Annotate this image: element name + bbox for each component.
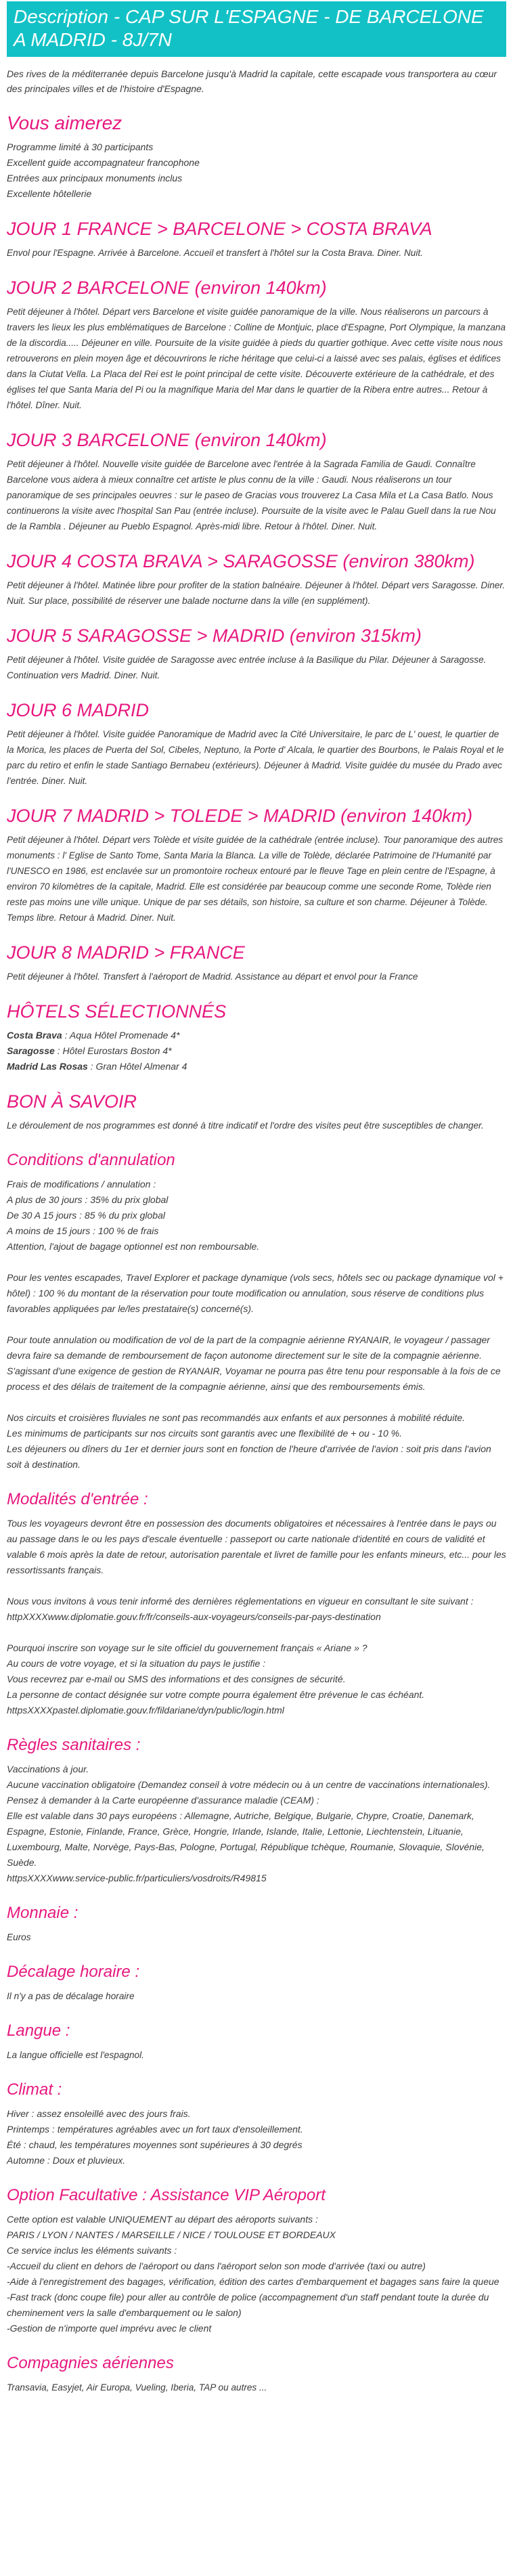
day-text: Petit déjeuner à l'hôtel. Départ vers Tolède et visite guidée de la cathédrale (entrée incluse). Tour panoramique des autres monuments : l' Eglise de Santo Tome, Santa Maria la Blanca. La ville de Tolède, déclarée Patrimoine de l'Humanité par l'UNESCO en 1986, est enclavée sur un promontoire rocheux entouré par le fleuve Tage en plein centre de l'Espagne, à environ 70 kilomètres de la capitale, Madrid. Elle est considérée par beaucoup comme une seconde Rome, Tolède rien reste pas moins une ville unique. Unique de par ses détails, son histoire, sa culture et son charme. Déjeuner à Tolède. Temps libre. Retour à Madrid. Diner. Nuit. [7, 835, 504, 923]
text-line: La personne de contact désignée sur votre compte pourra également être prévenue le cas échéant. [7, 1689, 425, 1700]
blank-line [7, 1317, 506, 1332]
text-line: Frais de modifications / annulation : [7, 1179, 156, 1189]
list-item: Excellent guide accompagnateur francophone [7, 157, 200, 168]
day-heading: JOUR 3 BARCELONE (environ 140km) [7, 430, 327, 450]
text-line: Pour toute annulation ou modification de vol de la part de la compagnie aérienne RYANAIR, le voyageur / passager devra faire sa demande de remboursement de façon autonome directement sur le site de la compagnie aérienne. S'agissant d'une exigence de gestion de RYANAIR, Voyamar ne pourra pas être tenu pour responsable à la fois de ce process et des délais de traitement de la compagnie aérienne, ainsi que des remboursements émis. [7, 1334, 501, 1392]
day-text: Petit déjeuner à l'hôtel. Transfert à l'aéroport de Madrid. Assistance au départ et envol pour la France [7, 972, 418, 982]
text-line: httpsXXXXpastel.diplomatie.gouv.fr/fildariane/dyn/public/login.html [7, 1705, 284, 1716]
monnaie-text: Euros [7, 1932, 31, 1942]
text-line: Les minimums de participants sur nos circuits sont garantis avec une flexibilité de + ou - 10 %. [7, 1428, 403, 1439]
bon-a-savoir-text: Le déroulement de nos programmes est donné à titre indicatif et l'ordre des visites peut être susceptibles de changer. [7, 1120, 484, 1131]
hotels-heading: HÔTELS SÉLECTIONNÉS [7, 1001, 227, 1022]
day-heading: JOUR 6 MADRID [7, 700, 150, 720]
monnaie-heading: Monnaie : [7, 1904, 79, 1922]
text-line: -Accueil du client en dehors de l'aéroport ou dans l'aéroport selon son mode d'arrivée (taxi ou autre) [7, 2261, 426, 2271]
text-line: Pensez à demander à la Carte européenne d'assurance maladie (CEAM) : [7, 1795, 319, 1806]
text-line: Les déjeuners ou dîners du 1er et dernier jours sont en fonction de l'heure d'arrivée de l'avion : soit pris dans l'avion soit à destination. [7, 1443, 491, 1470]
text-line: PARIS / LYON / NANTES / MARSEILLE / NICE / TOULOUSE ET BORDEAUX [7, 2229, 336, 2240]
annulation-text [7, 1177, 506, 1472]
text-line: Printemps : températures agréables avec un fort taux d'ensoleillement. [7, 2124, 303, 2135]
text-line: Vous recevrez par e-mail ou SMS des informations et des consignes de sécurité. [7, 1674, 346, 1684]
day-heading: JOUR 2 BARCELONE (environ 140km) [7, 278, 327, 298]
list-item: Programme limité à 30 participants [7, 141, 154, 152]
day-heading: JOUR 7 MADRID > TOLEDE > MADRID (environ 140km) [7, 806, 473, 826]
text-line: Hiver : assez ensoleillé avec des jours frais. [7, 2108, 191, 2119]
page-title: Description - CAP SUR L'ESPAGNE - DE BARCELONE A MADRID - 8J/7N [7, 1, 506, 57]
modalites-text [7, 1516, 506, 1718]
hotel-item [7, 1043, 506, 1059]
text-line: Nous vous invitons à vous tenir informé des dernières réglementations en vigueur en consultant le site suivant : httpXXXXwww.diplomatie.gouv.fr/fr/conseils-aux-voyageurs/conseils-par-pays-destination [7, 1596, 474, 1622]
sanitaires-text [7, 1762, 506, 1886]
climat-text [7, 2106, 506, 2168]
decalage-heading: Décalage horaire : [7, 1963, 140, 1981]
day-text: Petit déjeuner à l'hôtel. Visite guidée de Saragosse avec entrée incluse à la Basilique du Pilar. Déjeuner à Saragosse. Continuation vers Madrid. Diner. Nuit. [7, 655, 487, 680]
text-line: -Gestion de n'importe quel imprévu avec le client [7, 2323, 212, 2334]
text-line: Automne : Doux et pluvieux. [7, 2155, 126, 2166]
day-heading: JOUR 4 COSTA BRAVA > SARAGOSSE (environ 380km) [7, 551, 475, 571]
hotel-name: : Hôtel Eurostars Boston 4* [54, 1045, 172, 1056]
bon-a-savoir-heading: BON À SAVOIR [7, 1091, 137, 1112]
hotel-city: Costa Brava [7, 1030, 62, 1041]
hotel-name: : Aqua Hôtel Promenade 4* [62, 1030, 180, 1041]
blank-line [7, 1578, 506, 1594]
langue-text: La langue officielle est l'espagnol. [7, 2050, 144, 2060]
text-line: -Fast track (donc coupe file) pour aller au contrôle de police (accompagnement d'un staff pendant toute la durée du cheminement vers la salle d'embarquement ou le salon) [7, 2292, 489, 2318]
text-line: Pour les ventes escapades, Travel Explorer et package dynamique (vols secs, hôtels sec ou package dynamique vol + hôtel) : 100 % du montant de la réservation pour toute modification ou annulation, sous réserve de conditions plus favorables appliquées par le/les prestataire(s) concerné(s). [7, 1272, 504, 1314]
list-item: Excellente hôtellerie [7, 188, 92, 199]
langue-heading: Langue : [7, 2022, 70, 2040]
hotel-item [7, 1059, 506, 1074]
hotel-city: Madrid Las Rosas [7, 1061, 88, 1072]
sanitaires-heading: Règles sanitaires : [7, 1736, 141, 1754]
decalage-text: Il n'y a pas de décalage horaire [7, 1991, 135, 2001]
vous-aimerez-list [7, 139, 506, 202]
text-line: Pourquoi inscrire son voyage sur le site officiel du gouvernement français « Ariane » ? [7, 1642, 367, 1653]
vip-text [7, 2212, 506, 2336]
vous-aimerez-heading: Vous aimerez [7, 112, 122, 133]
text-line: Attention, l'ajout de bagage optionnel est non remboursable. [7, 1241, 260, 1252]
text-line: A moins de 15 jours : 100 % de frais [7, 1225, 159, 1236]
text-line: A plus de 30 jours : 35% du prix global [7, 1194, 169, 1205]
hotel-item [7, 1028, 506, 1043]
hotel-name: : Gran Hôtel Almenar 4 [87, 1061, 187, 1072]
modalites-heading: Modalités d'entrée : [7, 1490, 148, 1508]
text-line: Cette option est valable UNIQUEMENT au départ des aéroports suivants : [7, 2214, 318, 2225]
hotels-list [7, 1028, 506, 1074]
compagnies-heading: Compagnies aériennes [7, 2354, 174, 2372]
day-text: Petit déjeuner à l'hôtel. Visite guidée Panoramique de Madrid avec la Cité Universitaire, le parc de L' ouest, le quartier de la Morica, les places de Puerta del Sol, Cibeles, Neptuno, la Porte d' Alcala, le quartier des Bourbons, le Palais Royal et le parc du retiro et enfin le stade Santiago Bernabeu (extérieurs). Déjeuner à Madrid. Visite guidée du musée du Prado avec l'entrée. Diner. Nuit. [7, 729, 504, 786]
day-heading: JOUR 1 FRANCE > BARCELONE > COSTA BRAVA [7, 219, 432, 239]
day-heading: JOUR 5 SARAGOSSE > MADRID (environ 315km) [7, 626, 422, 646]
page-content [0, 1, 513, 2395]
text-line: Été : chaud, les températures moyennes sont supérieures à 30 degrés [7, 2139, 303, 2150]
day-text: Petit déjeuner à l'hôtel. Nouvelle visite guidée de Barcelone avec l'entrée à la Sagrada Familia de Gaudi. Connaître Barcelone vous aidera à mieux connaître cet artiste le plus connu de la ville : Gaudi. Nous réaliserons un tour panoramique de ses principales oeuvres : sur le paseo de Gracias vous trouverez La Casa Mila et La Casa Batlo. Nous continuerons la visite avec l'hospital San Pau (entrée incluse). Poursuite de la visite avec le Palau Guell dans la rue Nou de la Rambla . Déjeuner au Pueblo Espagnol. Après-midi libre. Retour à l'hôtel. Diner. Nuit. [7, 459, 496, 531]
hotel-city: Saragosse [7, 1045, 55, 1056]
blank-line [7, 1254, 506, 1270]
intro-text: Des rives de la méditerranée depuis Barcelone jusqu'à Madrid la capitale, cette escapade vous transportera au cœur des principales villes et de l'histoire d'Espagne. [7, 68, 497, 94]
day-text: Envol pour l'Espagne. Arrivée à Barcelone. Accueil et transfert à l'hôtel sur la Costa Brava. Diner. Nuit. [7, 248, 423, 258]
text-line: Vaccinations à jour. [7, 1764, 89, 1774]
text-line: httpsXXXXwww.service-public.fr/particuliers/vosdroits/R49815 [7, 1873, 267, 1883]
text-line: De 30 A 15 jours : 85 % du prix global [7, 1210, 165, 1221]
text-line: Ce service inclus les éléments suivants : [7, 2245, 177, 2256]
day-heading: JOUR 8 MADRID > FRANCE [7, 942, 245, 963]
annulation-heading: Conditions d'annulation [7, 1151, 175, 1169]
climat-heading: Climat : [7, 2080, 62, 2099]
text-line: Nos circuits et croisières fluviales ne sont pas recommandés aux enfants et aux personnes à mobilité réduite. [7, 1412, 466, 1423]
blank-line [7, 1395, 506, 1410]
text-line: Tous les voyageurs devront être en possession des documents obligatoires et nécessaires à l'entrée dans le pays ou au passage dans le ou les pays d'escale éventuelle : passeport ou carte nationale d'identité en cours de validité et valable 6 mois après la date de retour, autorisation parentale et livret de famille pour les enfants mineurs, etc... pour les ressortissants français. [7, 1518, 506, 1575]
text-line: Aucune vaccination obligatoire (Demandez conseil à votre médecin ou à un centre de vaccinations internationales). [7, 1779, 491, 1790]
day-text: Petit déjeuner à l'hôtel. Départ vers Barcelone et visite guidée panoramique de la ville. Nous réaliserons un parcours à travers les lieux les plus emblématiques de Barcelone : Colline de Montjuic, place d'Espagne, Port Olympique, la manzana de la discordia..... Déjeuner en ville. Poursuite de la visite guidée à pieds du quartier gothique. Avec cette visite nous nous retrouverons en plein moyen âge et découvrirons le riche héritage que celui-ci a laissé avec ses palais, églises et édifices dans la Ciutat Vella. La Placa del Rei est le point principal de cette visite. Découverte extérieure de la cathédrale, et des églises tel que Santa Maria del Pi ou la magnifique Maria del Mar dans le quartier de la Ribera entre autres... Retour à l'hôtel. Dîner. Nuit. [7, 307, 506, 410]
text-line: Au cours de votre voyage, et si la situation du pays le justifie : [7, 1658, 266, 1669]
vip-heading: Option Facultative : Assistance VIP Aéroport [7, 2186, 326, 2204]
day-text: Petit déjeuner à l'hôtel. Matinée libre pour profiter de la station balnéaire. Déjeuner à l'hôtel. Départ vers Saragosse. Diner. Nuit. Sur place, possibilité de réserver une balade nocturne dans la ville (en supplément). [7, 580, 506, 606]
list-item: Entrées aux principaux monuments inclus [7, 173, 183, 183]
compagnies-text: Transavia, Easyjet, Air Europa, Vueling, Iberia, TAP ou autres ... [7, 2382, 267, 2393]
text-line: -Aide à l'enregistrement des bagages, vérification, édition des cartes d'embarquement et bagages sans faire la queue [7, 2276, 499, 2287]
text-line: Elle est valable dans 30 pays européens : Allemagne, Autriche, Belgique, Bulgarie, Chypre, Croatie, Danemark, Espagne, Estonie, Finlande, France, Grèce, Hongrie, Irlande, Islande, Italie, Lettonie, Liechtenstein, Lituanie, Luxembourg, Malte, Norvège, Pays-Bas, Pologne, Portugal, République tchèque, Roumanie, Slovaquie, Slovénie, Suède. [7, 1810, 485, 1868]
blank-line [7, 1625, 506, 1640]
